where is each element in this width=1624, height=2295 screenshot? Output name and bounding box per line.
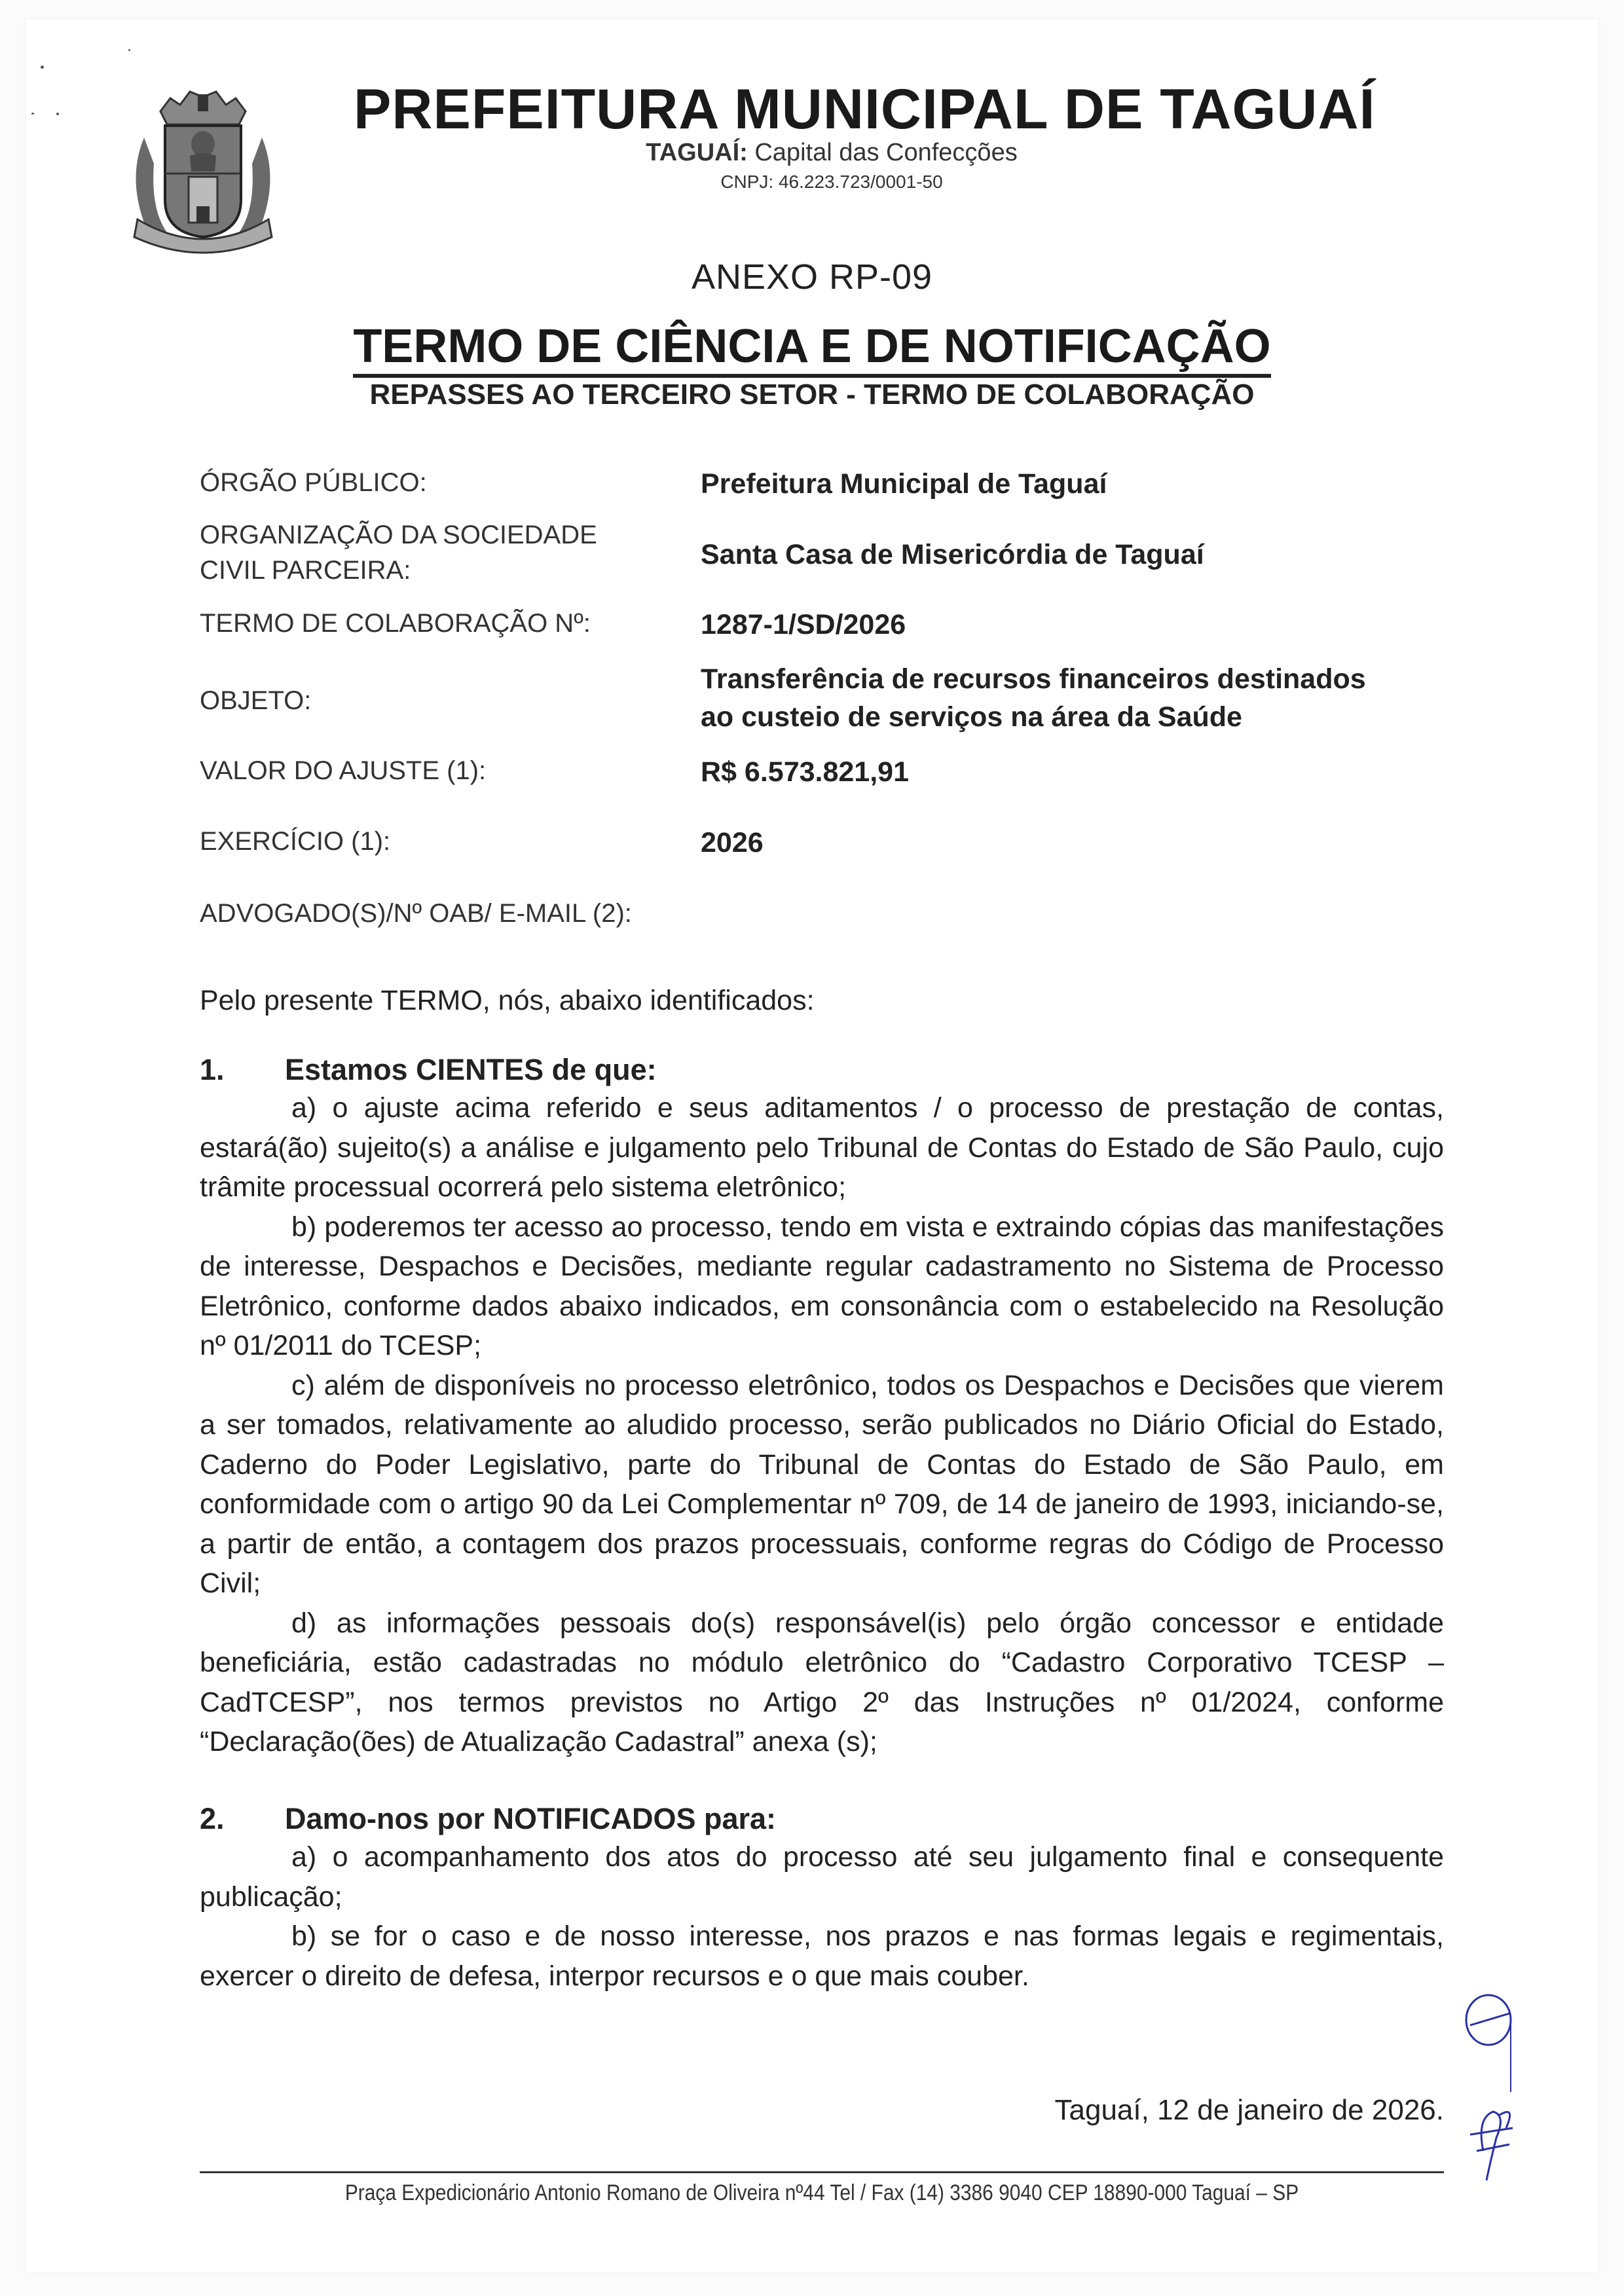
scan-speck <box>31 113 34 115</box>
page-title-text: TERMO DE CIÊNCIA E DE NOTIFICAÇÃO <box>353 320 1270 378</box>
scan-speck <box>41 65 44 69</box>
handwritten-initials-icon <box>1457 1987 1529 2184</box>
objeto-label: OBJETO: <box>200 686 312 715</box>
cnpj: CNPJ: 46.223.723/0001-50 <box>720 172 943 192</box>
exercicio-label: EXERCÍCIO (1): <box>200 827 391 856</box>
section-1-heading <box>200 1053 1444 1087</box>
exercicio-value: 2026 <box>701 827 764 858</box>
section-2-number: 2. <box>200 1802 225 1835</box>
section-2-item-a: a) o acompanhamento dos atos do processo até seu julgamento final e consequente publicação; <box>200 1841 1444 1913</box>
section-2-body <box>200 1837 1444 1996</box>
section-2-item-b: b) se for o caso e de nosso interesse, nos prazos e nas formas legais e regimentais, exercer o direito de defesa, interpor recursos e o que mais couber. <box>200 1920 1444 1992</box>
section-1-title: Estamos CIENTES de que: <box>285 1053 657 1086</box>
section-1-item-b: b) poderemos ter acesso ao processo, tendo em vista e extraindo cópias das manifestações de interesse, Despachos e Decisões, mediante regular cadastramento no Sistema de Processo Eletrônico, conforme dados abaixo indicados, em consonância com o estabelecido na Resolução nº 01/2011 do TCESP; <box>200 1211 1444 1361</box>
intro-text: Pelo presente TERMO, nós, abaixo identificados: <box>200 985 815 1016</box>
osc-label <box>200 517 658 588</box>
scan-speck <box>128 49 130 51</box>
footer-address: Praça Expedicionário Antonio Romano de Oliveira nº44 Tel / Fax (14) 3386 9040 CEP 18890-000 Taguaí – SP <box>344 2180 1299 2205</box>
section-2-heading <box>200 1802 1444 1836</box>
date-line: Taguaí, 12 de janeiro de 2026. <box>1054 2094 1444 2126</box>
valor-label: VALOR DO AJUSTE (1): <box>200 756 487 785</box>
objeto-value-line2: ao custeio de serviços na área da Saúde <box>701 701 1242 733</box>
page-subtitle: REPASSES AO TERCEIRO SETOR - TERMO DE COLABORAÇÃO <box>369 378 1255 411</box>
municipality-slogan <box>354 139 1310 167</box>
advogado-label: ADVOGADO(S)/Nº OAB/ E-MAIL (2): <box>200 899 632 928</box>
slogan-city: TAGUAÍ: <box>646 139 748 166</box>
scan-speck <box>56 113 59 115</box>
municipal-coat-of-arms-icon <box>124 85 282 262</box>
section-1-item-d: d) as informações pessoais do(s) responsável(is) pelo órgão concessor e entidade beneficiária, estão cadastradas no módulo eletrônico do “Cadastro Corporativo TCESP – CadTCESP”, nos termos previstos no Artigo 2º das Instruções nº 01/2024, conforme “Declaração(ões) de Atualização Cadastral” anexa (s); <box>200 1607 1444 1757</box>
termo-label: TERMO DE COLABORAÇÃO Nº: <box>200 609 591 638</box>
section-1-item-a: a) o ajuste acima referido e seus aditamentos / o processo de prestação de contas, estará(ão) sujeito(s) a análise e julgamento pelo Tribunal de Contas do Estado de São Paulo, cujo trâmite processual ocorrerá pelo sistema eletrônico; <box>200 1092 1444 1203</box>
osc-label-line2: CIVIL PARCEIRA: <box>200 556 411 585</box>
section-1-body <box>200 1088 1444 1762</box>
objeto-value <box>701 660 1454 736</box>
annex-label: ANEXO RP-09 <box>691 257 933 297</box>
slogan-text: Capital das Confecções <box>754 139 1018 166</box>
section-2-title: Damo-nos por NOTIFICADOS para: <box>285 1802 777 1835</box>
municipality-name: PREFEITURA MUNICIPAL DE TAGUAÍ <box>354 78 1376 141</box>
termo-value: 1287-1/SD/2026 <box>701 609 906 640</box>
osc-value: Santa Casa de Misericórdia de Taguaí <box>701 539 1204 570</box>
orgao-label: ÓRGÃO PÚBLICO: <box>200 468 427 497</box>
objeto-value-line1: Transferência de recursos financeiros destinados <box>701 663 1366 695</box>
valor-value: R$ 6.573.821,91 <box>701 756 909 788</box>
orgao-value: Prefeitura Municipal de Taguaí <box>701 468 1107 500</box>
footer-divider <box>200 2171 1444 2173</box>
osc-label-line1: ORGANIZAÇÃO DA SOCIEDADE <box>200 521 597 549</box>
page-title <box>0 320 1624 373</box>
section-1-number: 1. <box>200 1053 225 1086</box>
section-1-item-c: c) além de disponíveis no processo eletrônico, todos os Despachos e Decisões que vierem a ser tomados, relativamente ao aludido processo, serão publicados no Diário Oficial do Estado, Caderno do Poder Legislativo, parte do Tribunal de Contas do Estado de São Paulo, em conformidade com o artigo 90 da Lei Complementar nº 709, de 14 de janeiro de 1993, iniciando-se, a partir de então, a contagem dos prazos processuais, conforme regras do Código de Processo Civil; <box>200 1369 1444 1599</box>
